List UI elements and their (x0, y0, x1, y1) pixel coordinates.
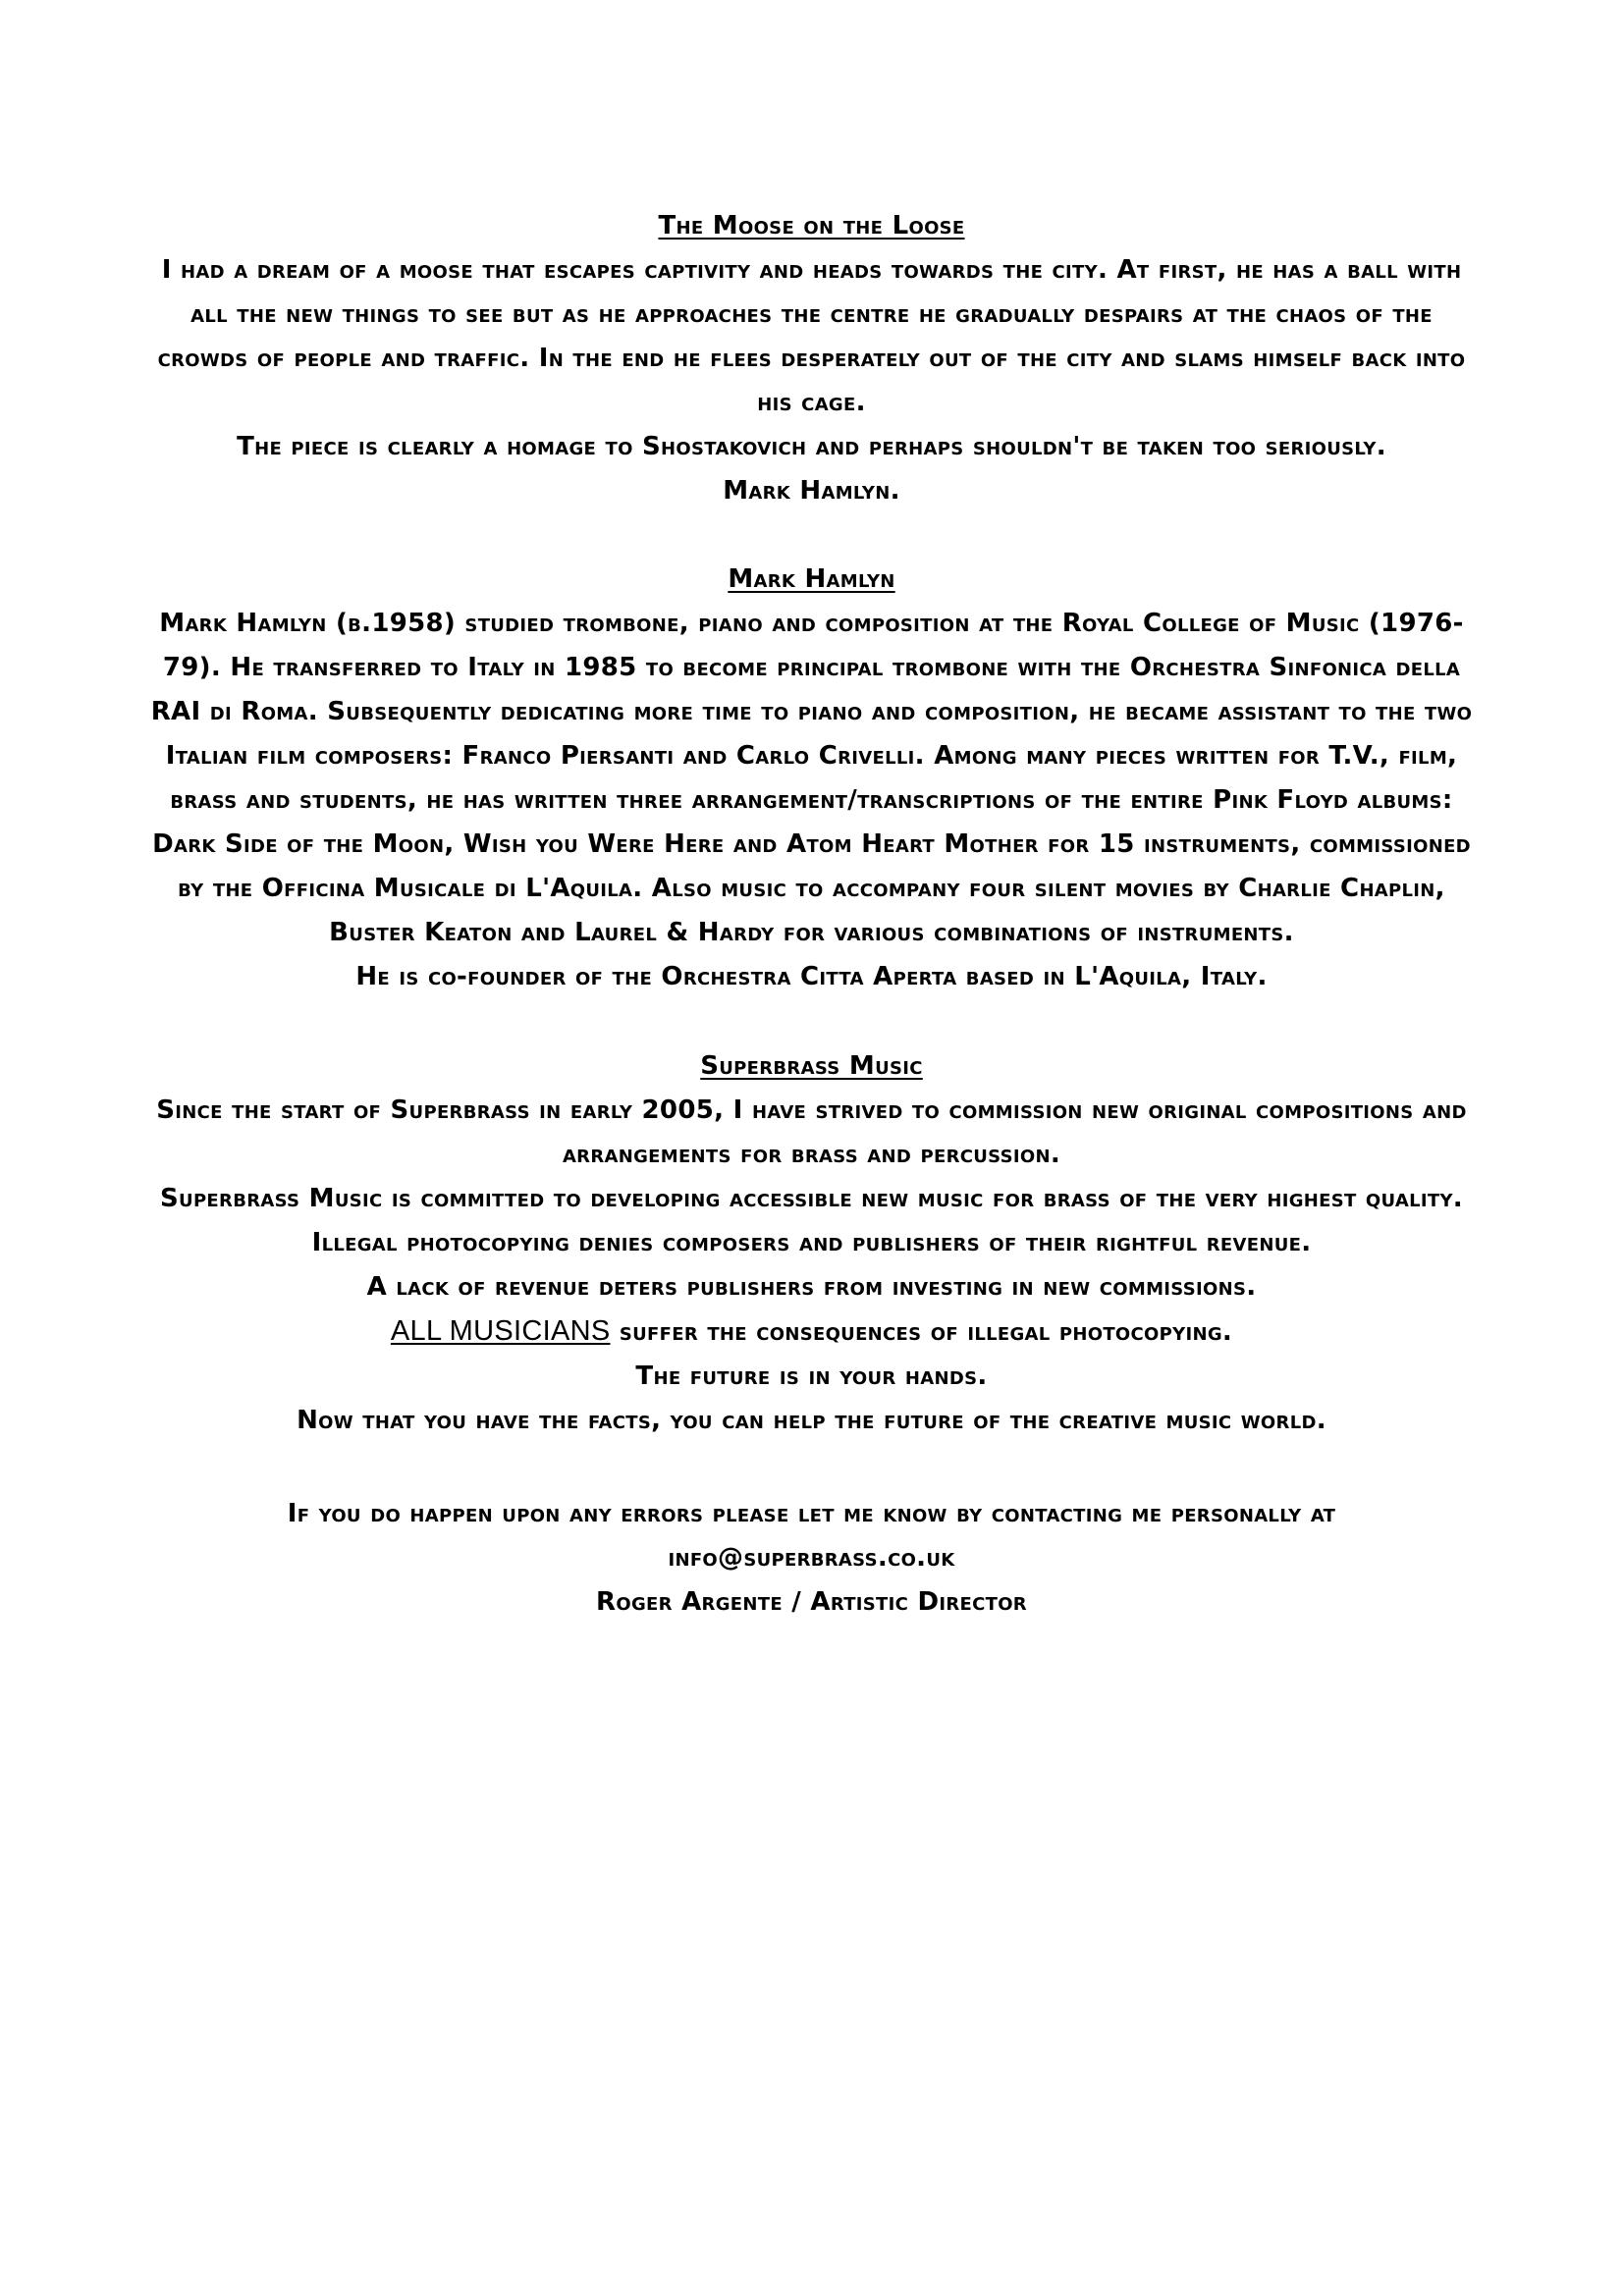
bio-body: Mark Hamlyn (b.1958) studied trombone, piano and composition at the Royal College of Music (1976-79). He transferred to Italy in 1985 to become principal trombone with the Orchestra Sinfonica della RAI di Roma. Subsequently dedicating more time to piano and composition, he became assistant to the two Italian film composers: Franco Piersanti and Carlo Crivelli. Among many pieces written for T.V., film, brass and students, he has written three arrangement/transcriptions of the entire Pink Floyd albums: Dark Side of the Moon, Wish you Were Here and Atom Heart Mother for 15 instruments, commissioned by the Officina Musicale di L'Aquila. Also music to accompany four silent movies by Charlie Chaplin, Buster Keaton and Laurel & Hardy for various combinations of instruments. (150, 609, 1473, 947)
superbrass-line-2: Superbrass Music is committed to developing accessible new music for brass of the very highest quality. (160, 1184, 1463, 1213)
moose-title: The Moose on the Loose (658, 211, 965, 240)
contact-text: If you do happen upon any errors please let me know by contacting me personally at (287, 1499, 1336, 1528)
superbrass-title: Superbrass Music (700, 1051, 923, 1081)
document-page (147, 204, 1476, 1625)
contact-section (147, 1492, 1476, 1625)
superbrass-line-6: The future is in your hands. (635, 1362, 988, 1391)
bio-cofounder: He is co-founder of the Orchestra Citta Aperta based in L'Aquila, Italy. (355, 962, 1268, 991)
moose-signature: Mark Hamlyn. (723, 476, 900, 506)
superbrass-line-7: Now that you have the facts, you can help the future of the creative music world. (297, 1406, 1326, 1435)
contact-email[interactable]: info@superbrass.co.uk (668, 1543, 955, 1573)
superbrass-line-5-rest: suffer the consequences of illegal photocopying. (610, 1317, 1233, 1347)
bio-title: Mark Hamlyn (728, 564, 895, 594)
all-musicians-emphasis: ALL MUSICIANS (390, 1315, 611, 1347)
superbrass-line-5 (147, 1309, 1476, 1355)
moose-body: I had a dream of a moose that escapes captivity and heads towards the city. At first, he has a ball with all the new things to see but as he approaches the centre he gradually despairs at the chaos of the crowds of people and traffic. In the end he flees desperately out of the city and slams himself back into his cage. (157, 255, 1466, 417)
superbrass-line-1: Since the start of Superbrass in early 2005, I have strived to commission new original compositions and arrangements for brass and percussion. (156, 1095, 1467, 1169)
superbrass-line-4: A lack of revenue deters publishers from investing in new commissions. (366, 1272, 1257, 1302)
moose-section (147, 204, 1476, 513)
superbrass-section (147, 1044, 1476, 1443)
bio-section (147, 558, 1476, 999)
moose-note: The piece is clearly a homage to Shostakovich and perhaps shouldn't be taken too seriously. (237, 432, 1386, 461)
superbrass-line-3: Illegal photocopying denies composers and publishers of their rightful revenue. (311, 1228, 1312, 1257)
contact-signature: Roger Argente / Artistic Director (596, 1587, 1027, 1617)
